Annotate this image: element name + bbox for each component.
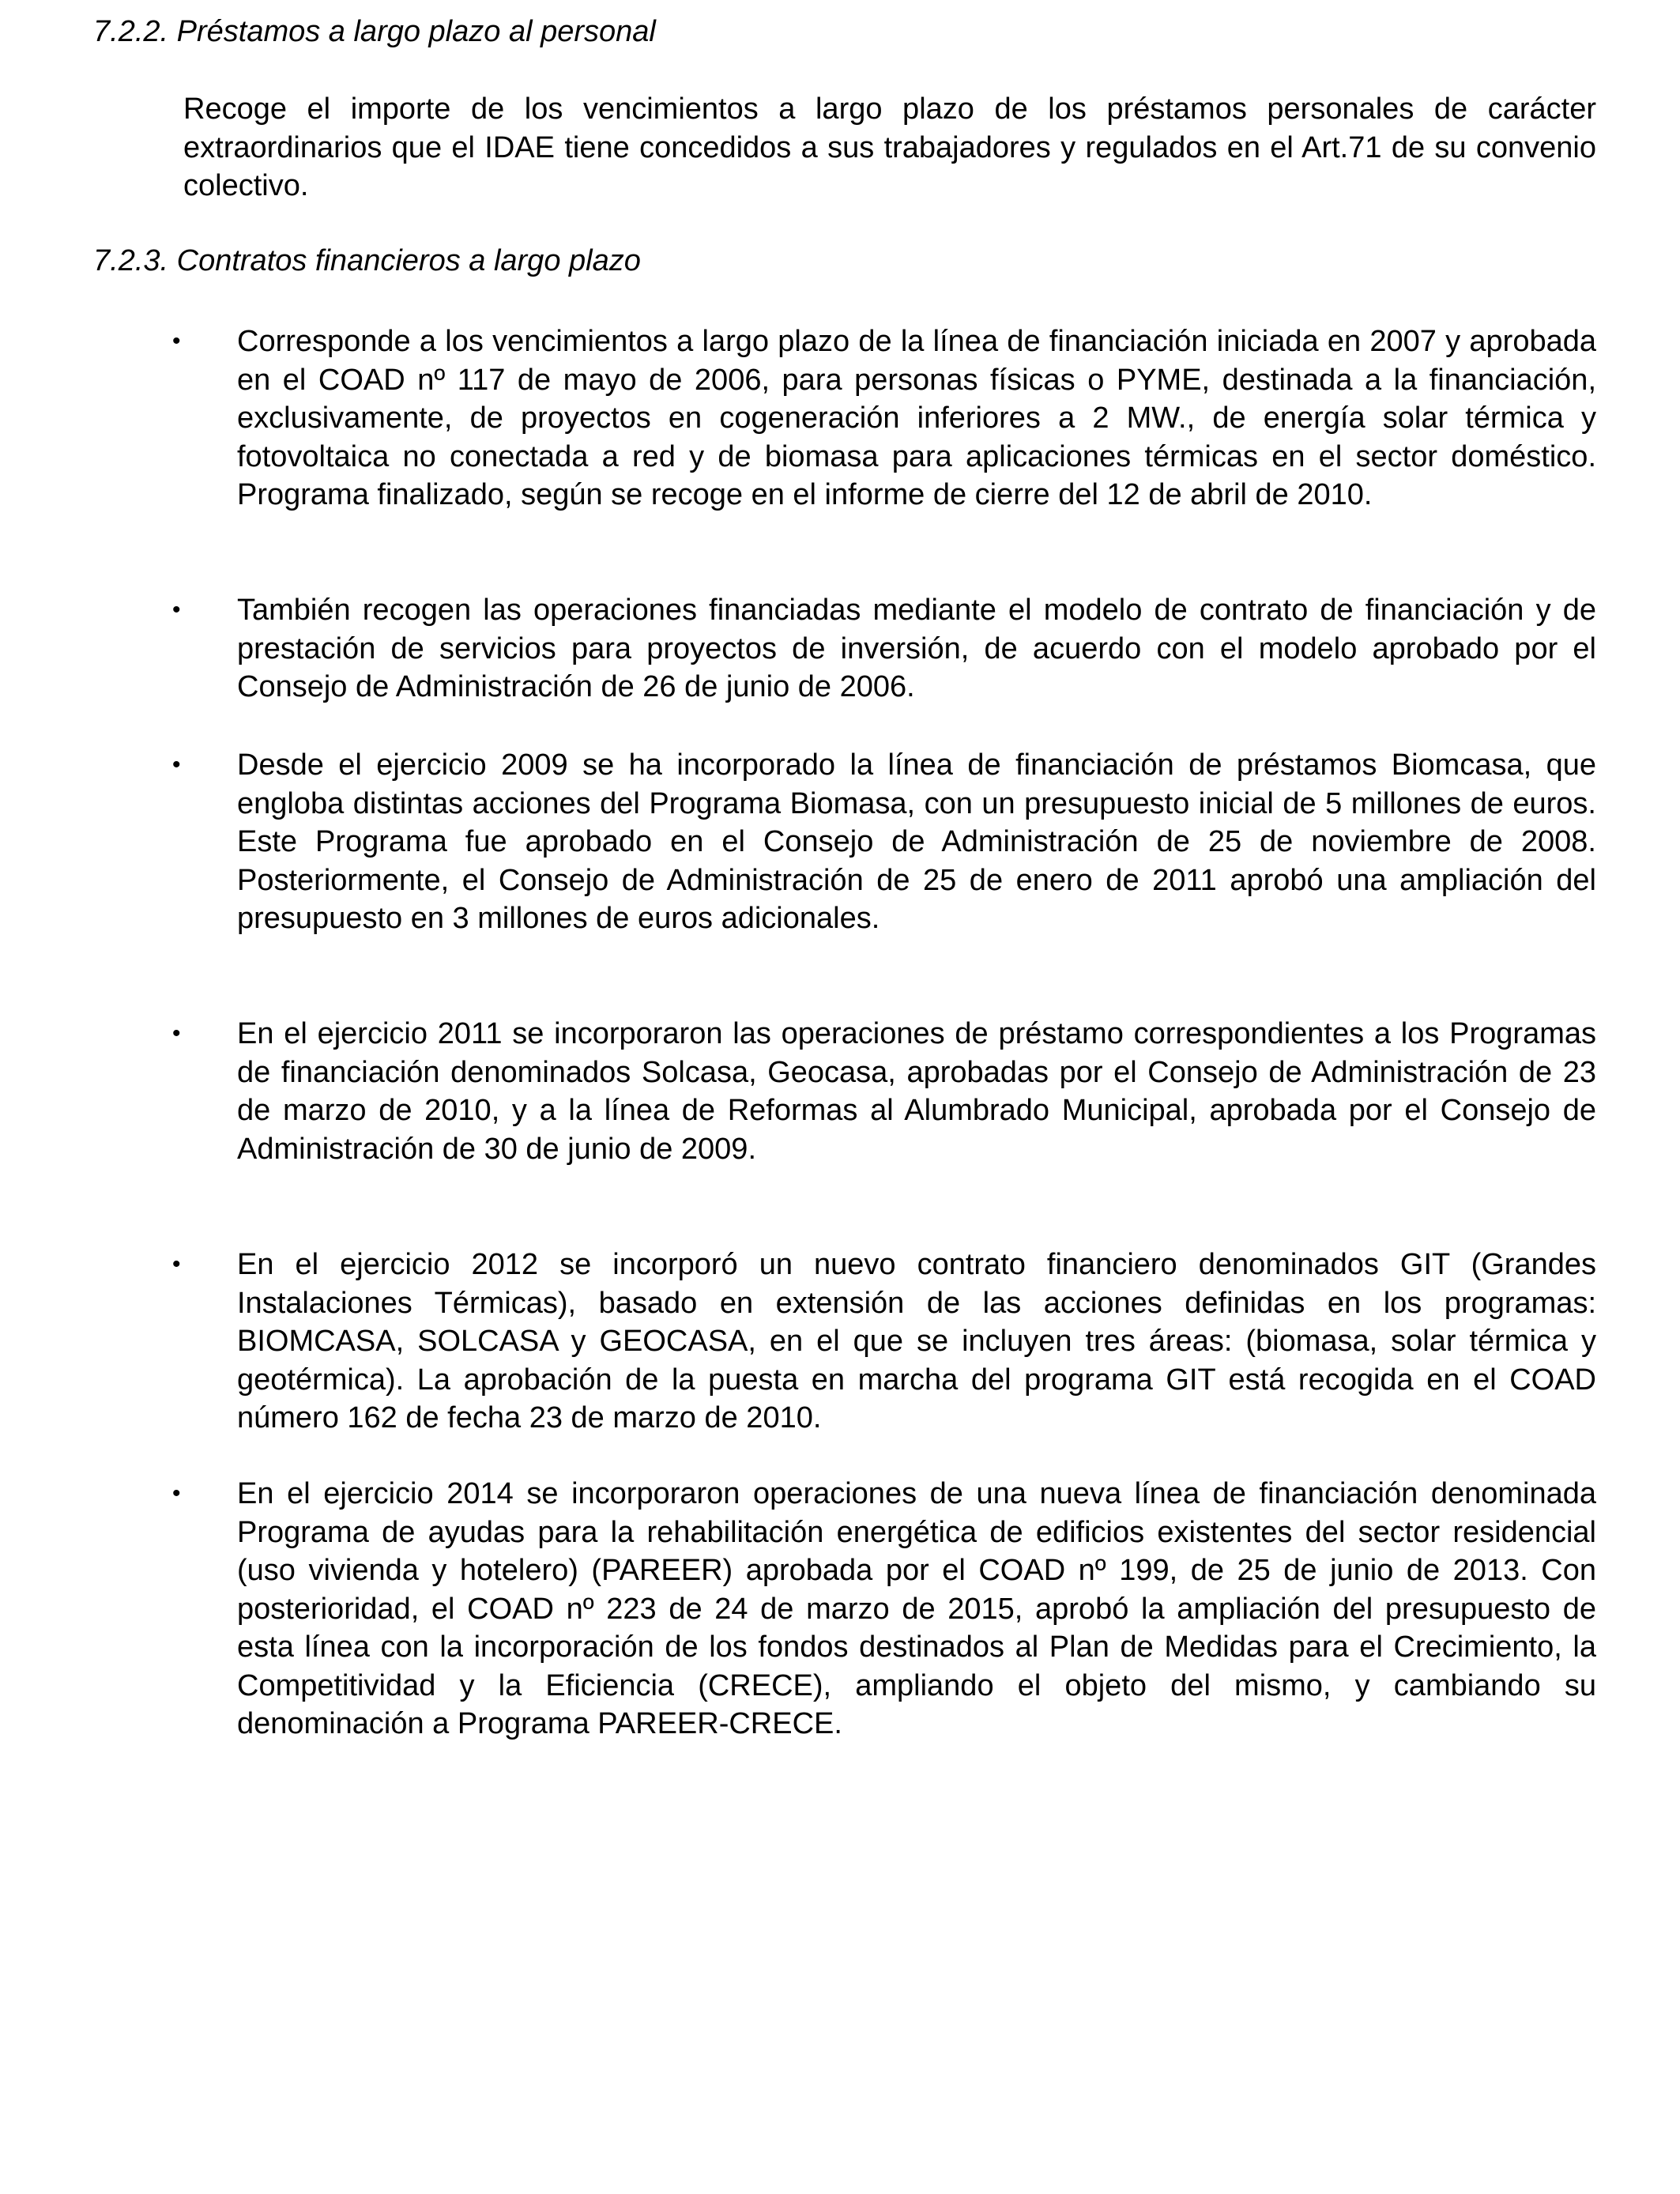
bullet-icon: • bbox=[172, 752, 181, 778]
list-item-text: En el ejercicio 2011 se incorporaron las operaciones de préstamo correspondientes a los Programas de financiación denominados Solcasa, Geocasa, aprobadas por el Consejo de Administración de 23 de marzo de 2010, y a la línea de Reformas al Alumbrado Municipal, aprobada por el Consejo de Administración de 30 de junio de 2009. bbox=[237, 1017, 1596, 1166]
bullet-icon: • bbox=[172, 328, 181, 354]
list-item-text: Corresponde a los vencimientos a largo plazo de la línea de financiación iniciada en 2007 y aprobada en el COAD nº 117 de mayo de 2006, para personas físicas o PYME, destinada a la financiación, exclusivamente, de proyectos en cogeneración inferiores a 2 MW., de energía solar térmica y fotovoltaica no conectada a red y de biomasa para aplicaciones térmicas en el sector doméstico. Programa finalizado, según se recoge en el informe de cierre del 12 de abril de 2010. bbox=[237, 325, 1596, 511]
section-heading-7-2-2: 7.2.2. Préstamos a largo plazo al personal bbox=[93, 15, 656, 48]
section-paragraph-7-2-2: Recoge el importe de los vencimientos a largo plazo de los préstamos personales de carácter extraordinarios que el IDAE tiene concedidos a sus trabajadores y regulados en el Art.71 de su convenio colectivo. bbox=[183, 92, 1596, 202]
list-item bbox=[172, 591, 1596, 707]
list-item bbox=[172, 1246, 1596, 1438]
list-item bbox=[172, 1015, 1596, 1168]
bullet-icon: • bbox=[172, 1251, 181, 1277]
list-item-text: También recogen las operaciones financiadas mediante el modelo de contrato de financiación y de prestación de servicios para proyectos de inversión, de acuerdo con el modelo aprobado por el Consejo de Administración de 26 de junio de 2006. bbox=[237, 594, 1596, 703]
bullet-icon: • bbox=[172, 1480, 181, 1506]
list-item bbox=[172, 1475, 1596, 1744]
list-item bbox=[172, 746, 1596, 938]
bullet-icon: • bbox=[172, 597, 181, 623]
list-item-text: En el ejercicio 2012 se incorporó un nuevo contrato financiero denominados GIT (Grandes Instalaciones Térmicas), basado en extensión de las acciones definidas en los programas: BIOMCASA, SOLCASA y GEOCASA, en el que se incluyen tres áreas: (biomasa, solar térmica y geotérmica). La aprobación de la puesta en marcha del programa GIT está recogida en el COAD número 162 de fecha 23 de marzo de 2010. bbox=[237, 1248, 1596, 1434]
list-item-text: Desde el ejercicio 2009 se ha incorporado la línea de financiación de préstamos Biomcasa, que engloba distintas acciones del Programa Biomasa, con un presupuesto inicial de 5 millones de euros. Este Programa fue aprobado en el Consejo de Administración de 25 de noviembre de 2008. Posteriormente, el Consejo de Administración de 25 de enero de 2011 aprobó una ampliación del presupuesto en 3 millones de euros adicionales. bbox=[237, 748, 1596, 935]
section-heading-7-2-3: 7.2.3. Contratos financieros a largo plazo bbox=[93, 244, 641, 277]
list-item-text: En el ejercicio 2014 se incorporaron operaciones de una nueva línea de financiación denominada Programa de ayudas para la rehabilitación energética de edificios existentes del sector residencial (uso vivienda y hotelero) (PAREER) aprobada por el COAD nº 199, de 25 de junio de 2013. Con posterioridad, el COAD nº 223 de 24 de marzo de 2015, aprobó la ampliación del presupuesto de esta línea con la incorporación de los fondos destinados al Plan de Medidas para el Crecimiento, la Competitividad y la Eficiencia (CRECE), ampliando el objeto del mismo, y cambiando su denominación a Programa PAREER-CRECE. bbox=[237, 1477, 1596, 1740]
list-item bbox=[172, 322, 1596, 515]
bullet-icon: • bbox=[172, 1020, 181, 1046]
